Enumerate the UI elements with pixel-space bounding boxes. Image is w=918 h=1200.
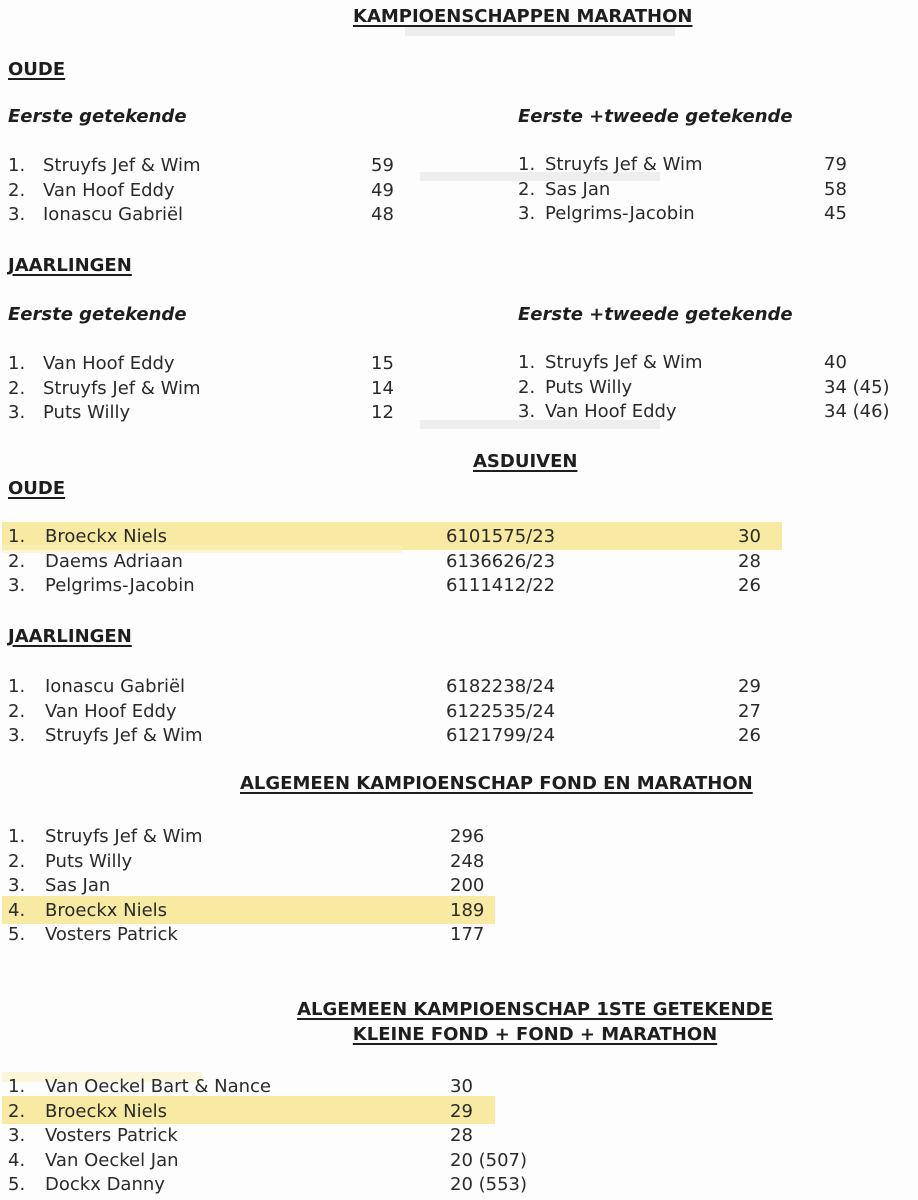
- list-item: [8, 825, 508, 850]
- participant-name: Puts Willy: [545, 376, 633, 398]
- section-title-line: ALGEMEEN KAMPIOENSCHAP 1STE GETEKENDE: [297, 999, 773, 1020]
- rank: 4.: [8, 899, 26, 921]
- list-item: [8, 1124, 568, 1149]
- ring-number: 6101575/23: [446, 526, 556, 547]
- points: 26: [738, 725, 761, 747]
- rank: 1.: [518, 352, 536, 373]
- participant-name: Ionascu Gabriël: [43, 204, 184, 226]
- list-item: [8, 1173, 568, 1198]
- participant-name: Sas Jan: [45, 875, 111, 897]
- rank: 3.: [8, 402, 26, 424]
- participant-name: Daems Adriaan: [45, 550, 183, 572]
- points: 34 (46): [824, 401, 890, 423]
- points: 12: [371, 402, 394, 424]
- participant-name: Pelgrims-Jacobin: [545, 203, 695, 225]
- list-item: [8, 574, 798, 599]
- rank: 5.: [8, 924, 26, 946]
- ring-number: 6122535/24: [446, 700, 556, 722]
- list-item: [518, 351, 908, 376]
- list-item: [518, 202, 908, 227]
- list-item: [8, 700, 798, 725]
- list-item: [8, 724, 798, 749]
- subheading-eerste-getekende: Eerste getekende: [8, 106, 187, 127]
- points: 248: [450, 850, 485, 872]
- points: 296: [450, 826, 485, 847]
- points: 20 (507): [450, 1149, 528, 1171]
- list-item: [8, 203, 418, 228]
- rank: 1.: [8, 1076, 26, 1097]
- rank: 2.: [8, 700, 26, 722]
- algemeen-fond-list: [8, 825, 508, 948]
- points: 79: [824, 154, 847, 175]
- points: 189: [450, 899, 485, 921]
- section-title-asduiven: ASDUIVEN: [473, 451, 578, 472]
- rank: 2.: [8, 550, 26, 572]
- points: 40: [824, 352, 847, 373]
- points: 29: [450, 1100, 473, 1122]
- rank: 3.: [8, 204, 26, 226]
- list-item: [8, 179, 418, 204]
- list-item: [8, 874, 508, 899]
- section-title-line: KLEINE FOND + FOND + MARATHON: [352, 1024, 718, 1045]
- points: 45: [824, 203, 847, 225]
- list-item: [518, 178, 908, 203]
- participant-name: Van Hoof Eddy: [45, 700, 177, 722]
- participant-name: Vosters Patrick: [45, 1125, 178, 1147]
- participant-name: Sas Jan: [545, 178, 611, 200]
- list-item: [518, 153, 908, 178]
- page-title: KAMPIOENSCHAPPEN MARATHON: [353, 6, 693, 27]
- points: 59: [371, 155, 394, 176]
- rank: 2.: [518, 178, 536, 200]
- points: 34 (45): [824, 376, 890, 398]
- ring-number: 6121799/24: [446, 725, 556, 747]
- rank: 1.: [8, 353, 26, 374]
- ring-number: 6136626/23: [446, 550, 556, 572]
- section-heading-jaarlingen: JAARLINGEN: [8, 255, 132, 276]
- points: 49: [371, 179, 394, 201]
- points: 15: [371, 353, 394, 374]
- rank: 3.: [8, 725, 26, 747]
- jaarlingen-eerste-list: [8, 352, 418, 426]
- rank: 3.: [8, 1125, 26, 1147]
- section-heading-oude: OUDE: [8, 59, 66, 80]
- participant-name: Van Oeckel Bart & Nance: [45, 1076, 271, 1097]
- rank: 1.: [518, 154, 536, 175]
- oude-tweede-list: [518, 153, 908, 227]
- points: 48: [371, 204, 394, 226]
- participant-name: Broeckx Niels: [45, 526, 168, 547]
- participant-name: Struyfs Jef & Wim: [43, 377, 201, 399]
- points: 30: [738, 526, 761, 547]
- list-item: [8, 525, 798, 550]
- list-item: [8, 899, 508, 924]
- rank: 3.: [518, 401, 536, 423]
- list-item: [8, 1075, 568, 1100]
- points: 28: [738, 550, 761, 572]
- list-item: [8, 550, 798, 575]
- points: 58: [824, 178, 847, 200]
- oude-eerste-list: [8, 154, 418, 228]
- ring-number: 6111412/22: [446, 575, 556, 597]
- subheading-eerste-getekende: Eerste getekende: [8, 304, 187, 325]
- participant-name: Pelgrims-Jacobin: [45, 575, 195, 597]
- participant-name: Struyfs Jef & Wim: [545, 154, 703, 175]
- list-item: [8, 401, 418, 426]
- section-heading-oude: OUDE: [8, 478, 66, 499]
- asduiven-oude-list: [8, 525, 798, 599]
- participant-name: Vosters Patrick: [45, 924, 178, 946]
- points: 29: [738, 676, 761, 697]
- subheading-eerste-tweede-getekende: Eerste +tweede getekende: [518, 106, 793, 127]
- list-item: [518, 400, 908, 425]
- subheading-eerste-tweede-getekende: Eerste +tweede getekende: [518, 304, 793, 325]
- rank: 2.: [8, 1100, 26, 1122]
- rank: 1.: [8, 826, 26, 847]
- participant-name: Struyfs Jef & Wim: [43, 155, 201, 176]
- rank: 3.: [518, 203, 536, 225]
- list-item: [8, 1100, 568, 1125]
- list-item: [8, 352, 418, 377]
- list-item: [8, 377, 418, 402]
- rank: 2.: [8, 377, 26, 399]
- rank: 1.: [8, 526, 26, 547]
- rank: 3.: [8, 875, 26, 897]
- section-title-algemeen-fond: ALGEMEEN KAMPIOENSCHAP FOND EN MARATHON: [240, 773, 753, 794]
- rank: 2.: [8, 179, 26, 201]
- asduiven-jaarlingen-list: [8, 675, 798, 749]
- ring-number: 6182238/24: [446, 676, 556, 697]
- participant-name: Van Hoof Eddy: [545, 401, 677, 423]
- rank: 3.: [8, 575, 26, 597]
- participant-name: Ionascu Gabriël: [45, 676, 186, 697]
- participant-name: Struyfs Jef & Wim: [545, 352, 703, 373]
- rank: 2.: [518, 376, 536, 398]
- list-item: [8, 154, 418, 179]
- participant-name: Van Hoof Eddy: [43, 353, 175, 374]
- participant-name: Puts Willy: [43, 402, 131, 424]
- points: 200: [450, 875, 485, 897]
- points: 27: [738, 700, 761, 722]
- points: 20 (553): [450, 1174, 528, 1196]
- participant-name: Van Oeckel Jan: [45, 1149, 179, 1171]
- points: 14: [371, 377, 394, 399]
- rank: 2.: [8, 850, 26, 872]
- participant-name: Broeckx Niels: [45, 1100, 168, 1122]
- show-through-shadow: [405, 27, 675, 36]
- points: 26: [738, 575, 761, 597]
- participant-name: Puts Willy: [45, 850, 133, 872]
- section-title-algemeen-eerste: [220, 997, 850, 1047]
- participant-name: Van Hoof Eddy: [43, 179, 175, 201]
- algemeen-eerste-list: [8, 1075, 568, 1198]
- section-heading-jaarlingen: JAARLINGEN: [8, 626, 132, 647]
- list-item: [8, 675, 798, 700]
- list-item: [518, 376, 908, 401]
- jaarlingen-tweede-list: [518, 351, 908, 425]
- points: 177: [450, 924, 485, 946]
- list-item: [8, 1149, 568, 1174]
- rank: 5.: [8, 1174, 26, 1196]
- rank: 1.: [8, 155, 26, 176]
- list-item: [8, 850, 508, 875]
- participant-name: Struyfs Jef & Wim: [45, 725, 203, 747]
- participant-name: Struyfs Jef & Wim: [45, 826, 203, 847]
- rank: 1.: [8, 676, 26, 697]
- points: 30: [450, 1076, 473, 1097]
- participant-name: Broeckx Niels: [45, 899, 168, 921]
- rank: 4.: [8, 1149, 26, 1171]
- list-item: [8, 923, 508, 948]
- points: 28: [450, 1125, 473, 1147]
- participant-name: Dockx Danny: [45, 1174, 165, 1196]
